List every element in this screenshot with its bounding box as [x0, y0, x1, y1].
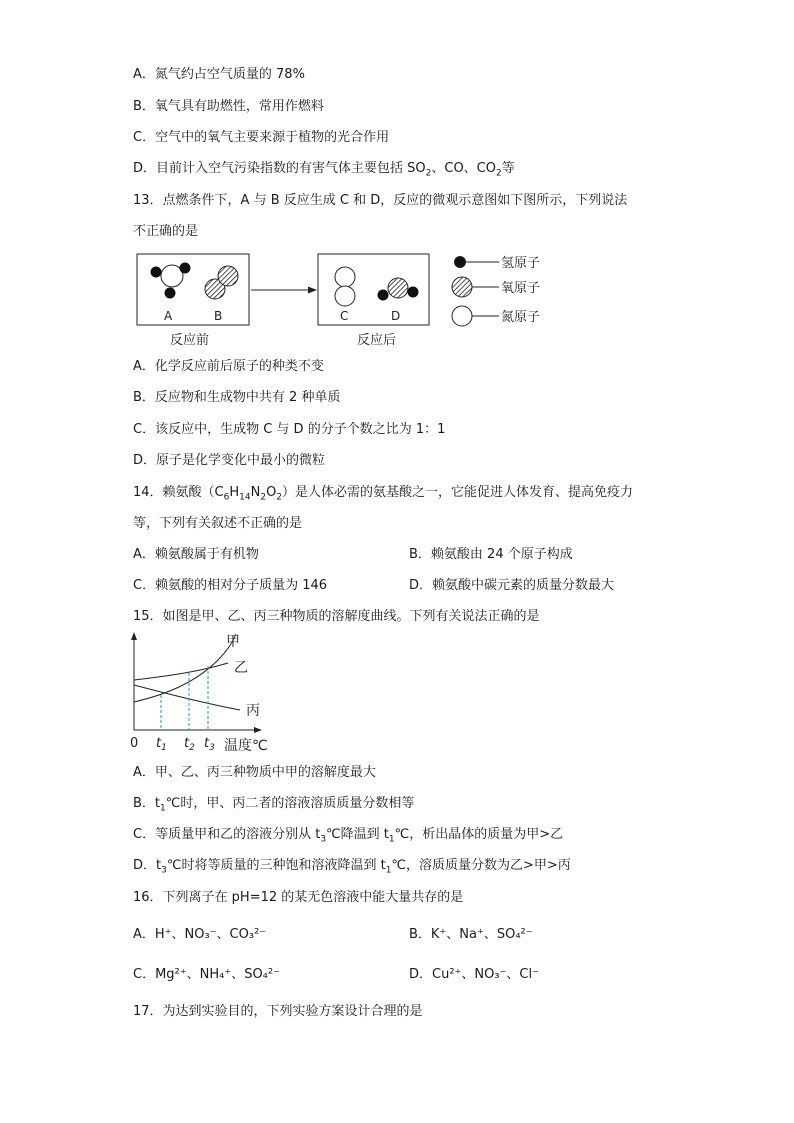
q12-option-b: B．氧气具有助燃性，常用作燃料	[133, 99, 324, 114]
q12-option-d: D．目前计入空气污染指数的有害气体主要包括 $SO_2$、CO、$CO_2$等	[133, 161, 515, 179]
legend-oxygen	[452, 277, 540, 297]
caption-before: 反应前	[170, 333, 210, 348]
q16-stem: 16．下列离子在 pH=12 的某无色溶液中能大量共存的是	[133, 890, 464, 905]
molecule-a	[151, 263, 191, 299]
svg-text:氮原子: 氮原子	[501, 310, 541, 325]
q16-option-d: D．Cu²⁺、NO₃⁻、Cl⁻	[409, 967, 539, 982]
label-d: D	[391, 309, 401, 323]
molecule-d	[378, 278, 419, 301]
q13-option-b: B．反应物和生成物中共有 2 种单质	[133, 390, 341, 405]
label-yi: 乙	[234, 660, 248, 676]
tick-t3: $t_3$	[204, 736, 215, 753]
caption-after: 反应后	[357, 333, 397, 348]
q14-stem-line1: 14．赖氨酸$(C_6H_{14}N_2O_2)$是人体必需的氨基酸之一，它能促进人体发育、提高免疫力	[133, 485, 634, 503]
q12-option-a: A．氮气约占空气质量的 78%	[133, 67, 305, 82]
molecule-c	[335, 267, 355, 306]
molecule-b	[205, 266, 238, 299]
q13-option-a: A．化学反应前后原子的种类不变	[133, 359, 324, 374]
label-b: B	[214, 309, 223, 323]
legend-nitrogen	[452, 306, 540, 326]
q14-stem-line2: 等，下列有关叙述不正确的是	[133, 516, 303, 531]
q14-option-d: D．赖氨酸中碳元素的质量分数最大	[409, 578, 615, 593]
label-bing: 丙	[246, 703, 260, 719]
q12-option-c: C．空气中的氧气主要来源于植物的光合作用	[133, 130, 390, 145]
q15-solubility-chart	[128, 630, 288, 760]
q13-option-c: C．该反应中，生成物 C 与 D 的分子个数之比为 1：1	[133, 422, 446, 437]
q16-option-c: C．Mg²⁺、NH₄⁺、SO₄²⁻	[133, 967, 280, 982]
q13-option-d: D．原子是化学变化中最小的微粒	[133, 453, 326, 468]
label-jia: 甲	[226, 634, 240, 650]
svg-text:氢原子: 氢原子	[501, 256, 541, 271]
label-a: A	[164, 309, 173, 323]
q17-stem: 17．为达到实验目的，下列实验方案设计合理的是	[133, 1004, 423, 1019]
origin-label: 0	[130, 736, 139, 751]
curve-yi	[134, 663, 228, 680]
q15-option-d: D．$t_3℃$时将等质量的三种饱和溶液降温到 $t_1℃$，溶质质量分数为乙>甲>丙	[133, 858, 571, 876]
tick-t2: $t_2$	[184, 736, 195, 753]
svg-text:氧原子: 氧原子	[501, 281, 541, 296]
q16-option-a: A．H⁺、NO₃⁻、CO₃²⁻	[133, 927, 267, 942]
q13-reaction-diagram	[130, 248, 560, 350]
label-c: C	[340, 309, 349, 323]
q14-option-a: A．赖氨酸属于有机物	[133, 547, 259, 562]
q14-option-b: B．赖氨酸由 24 个原子构成	[409, 547, 573, 562]
tick-t1: $t_1$	[156, 736, 167, 753]
q13-stem-line1: 13．点燃条件下，A 与 B 反应生成 C 和 D，反应的微观示意图如下图所示，下列说法	[133, 193, 628, 208]
curve-jia	[134, 634, 236, 702]
q13-stem-line2: 不正确的是	[133, 224, 199, 239]
q15-option-a: A．甲、乙、丙三种物质中甲的溶解度最大	[133, 765, 376, 780]
legend-hydrogen	[455, 256, 541, 271]
q14-option-c: C．赖氨酸的相对分子质量为 146	[133, 578, 328, 593]
x-axis-label: 温度℃	[224, 738, 268, 754]
q16-option-b: B．K⁺、Na⁺、SO₄²⁻	[409, 927, 533, 942]
before-box	[137, 254, 249, 325]
q15-option-c: C．等质量甲和乙的溶液分别从 $t_3℃$降温到 $t_1℃$，析出晶体的质量为甲>乙	[133, 827, 564, 845]
q15-option-b: B．$t_1℃$时，甲、丙二者的溶液溶质质量分数相等	[133, 796, 415, 814]
q15-stem: 15．如图是甲、乙、丙三种物质的溶解度曲线。下列有关说法正确的是	[133, 609, 540, 624]
